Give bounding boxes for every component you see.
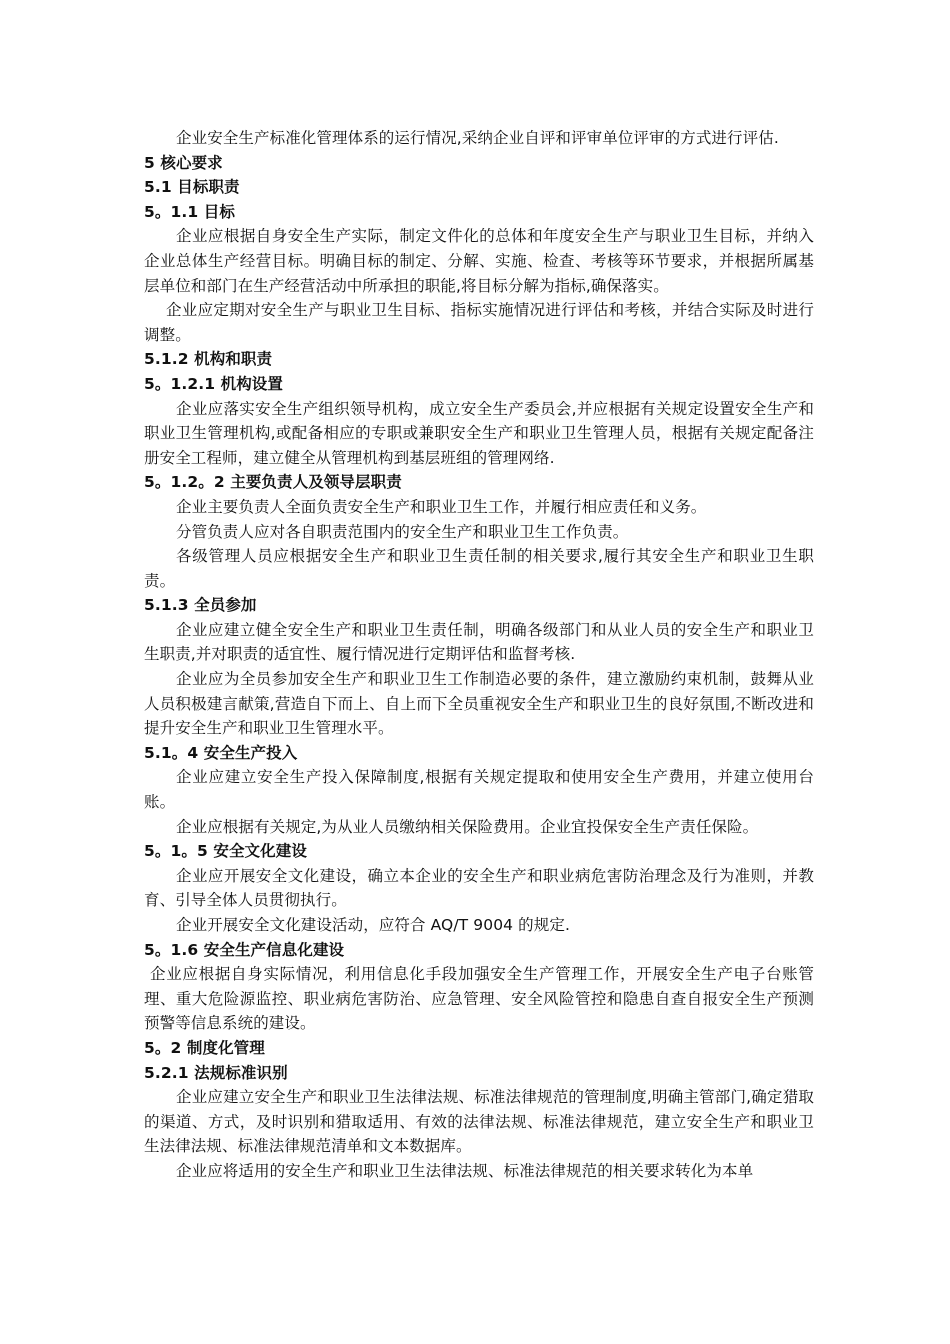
body-paragraph: 企业应开展安全文化建设，确立本企业的安全生产和职业病危害防治理念及行为准则，并教育、引导全体人员贯彻执行。 bbox=[144, 866, 814, 910]
body-paragraph: 企业应定期对安全生产与职业卫生目标、指标实施情况进行评估和考核，并结合实际及时进行调整。 bbox=[144, 301, 814, 344]
section-heading: 5.1.2 机构和职责 bbox=[144, 350, 273, 369]
section-heading: 5。1.2。2 主要负责人及领导层职责 bbox=[144, 473, 402, 492]
body-paragraph: 分管负责人应对各自职责范围内的安全生产和职业卫生工作负责。 bbox=[176, 522, 629, 541]
section-heading: 5.1.3 全员参加 bbox=[144, 596, 257, 615]
section-heading: 5 核心要求 bbox=[144, 153, 223, 172]
body-paragraph: 企业应根据自身安全生产实际，制定文件化的总体和年度安全生产与职业卫生目标，并纳入企业总体生产经营目标。明确目标的制定、分解、实施、检查、考核等环节要求，并根据所属基层单位和部门在生产经营活动中所承担的职能,将目标分解为指标,确保落实。 bbox=[144, 227, 814, 295]
body-paragraph: 企业应将适用的安全生产和职业卫生法律法规、标准法律规范的相关要求转化为本单 bbox=[176, 1161, 754, 1180]
document-body bbox=[144, 126, 814, 1184]
section-heading: 5。1.6 安全生产信息化建设 bbox=[144, 940, 345, 959]
section-heading: 5。1。5 安全文化建设 bbox=[144, 842, 307, 861]
body-paragraph: 企业主要负责人全面负责安全生产和职业卫生工作，并履行相应责任和义务。 bbox=[176, 497, 707, 516]
body-paragraph: 企业应建立安全生产投入保障制度,根据有关规定提取和使用安全生产费用，并建立使用台账。 bbox=[144, 768, 814, 812]
section-heading: 5.2.1 法规标准识别 bbox=[144, 1063, 288, 1082]
body-paragraph: 企业应落实安全生产组织领导机构，成立安全生产委员会,并应根据有关规定设置安全生产和职业卫生管理机构,或配备相应的专职或兼职安全生产和职业卫生管理人员，根据有关规定配备注册安全工程师，建立健全从管理机构到基层班组的管理网络. bbox=[144, 399, 814, 467]
body-paragraph: 企业应建立健全安全生产和职业卫生责任制，明确各级部门和从业人员的安全生产和职业卫生职责,并对职责的适宜性、履行情况进行定期评估和监督考核. bbox=[144, 620, 814, 664]
body-paragraph: 企业安全生产标准化管理体系的运行情况,采纳企业自评和评审单位评审的方式进行评估. bbox=[176, 129, 779, 147]
body-paragraph: 企业应根据有关规定,为从业人员缴纳相关保险费用。企业宜投保安全生产责任保险。 bbox=[176, 817, 759, 836]
body-paragraph: 企业应建立安全生产和职业卫生法律法规、标准法律规范的管理制度,明确主管部门,确定猎取的渠道、方式，及时识别和猎取适用、有效的法律法规、标准法律规范，建立安全生产和职业卫生法律法规、标准法律规范清单和文本数据库。 bbox=[144, 1088, 814, 1156]
body-paragraph: 各级管理人员应根据安全生产和职业卫生责任制的相关要求,履行其安全生产和职业卫生职责。 bbox=[144, 547, 814, 590]
section-heading: 5。2 制度化管理 bbox=[144, 1038, 265, 1057]
body-paragraph: 企业应根据自身实际情况，利用信息化手段加强安全生产管理工作，开展安全生产电子台账管理、重大危险源监控、职业病危害防治、应急管理、安全风险管控和隐患自查自报安全生产预测预警等信息系统的建设。 bbox=[144, 965, 814, 1033]
body-paragraph: 企业开展安全文化建设活动，应符合 AQ/T 9004 的规定. bbox=[176, 916, 570, 934]
section-heading: 5.1 目标职责 bbox=[144, 178, 240, 197]
body-paragraph: 企业应为全员参加安全生产和职业卫生工作制造必要的条件，建立激励约束机制，鼓舞从业人员积极建言献策,营造自下而上、自上而下全员重视安全生产和职业卫生的良好氛围,不断改进和提升安全生产和职业卫生管理水平。 bbox=[144, 670, 814, 738]
section-heading: 5。1.1 目标 bbox=[144, 202, 235, 221]
section-heading: 5。1.2.1 机构设置 bbox=[144, 374, 284, 393]
section-heading: 5.1。4 安全生产投入 bbox=[144, 743, 298, 762]
